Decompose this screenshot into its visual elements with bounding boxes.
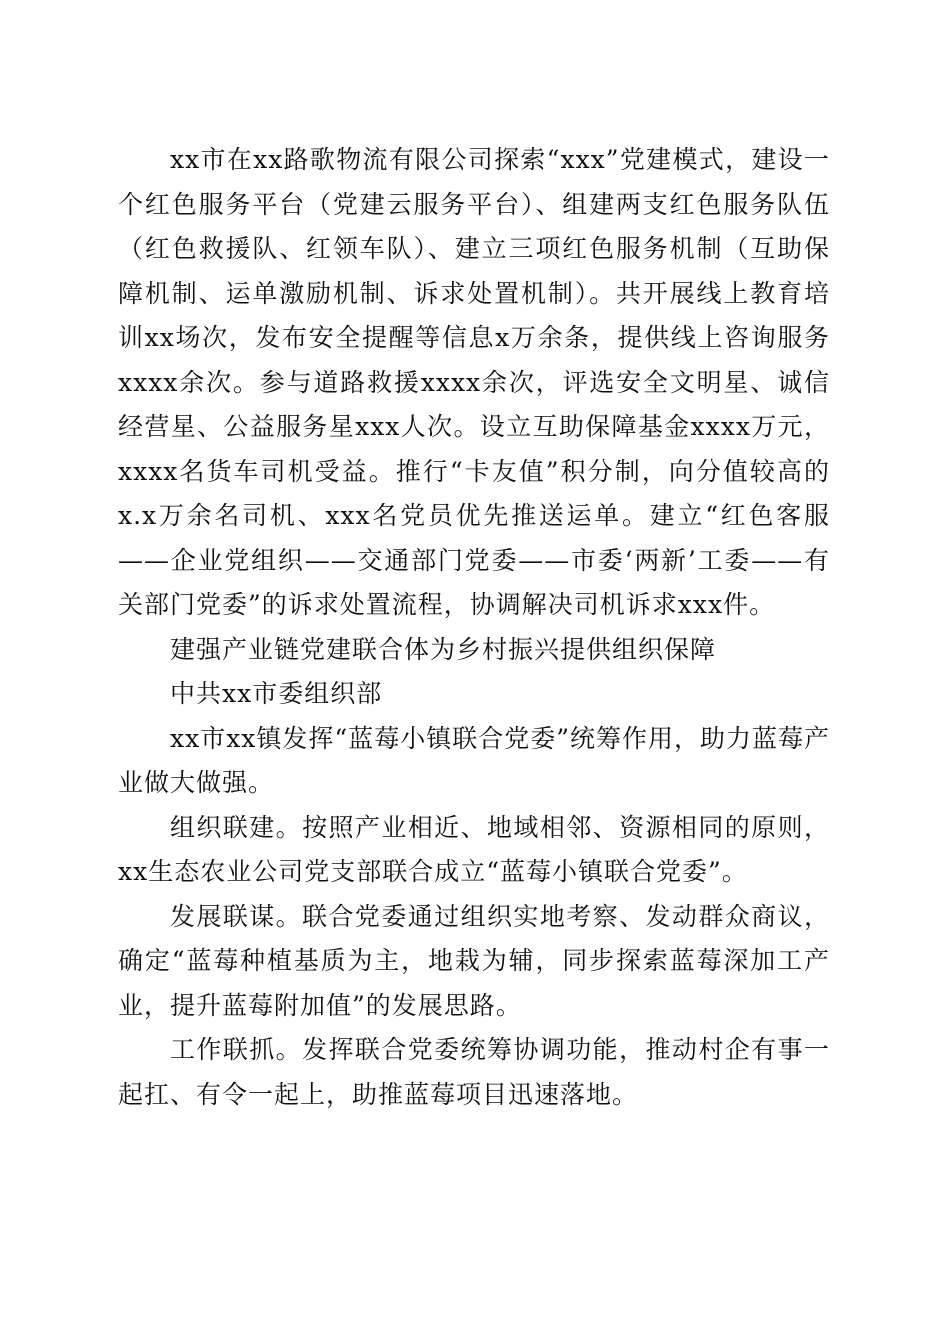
section-heading: 建强产业链党建联合体为乡村振兴提供组织保障 <box>170 634 717 664</box>
paragraph-work-joint-implementation: 工作联抓。发挥联合党委统筹协调功能，推动村企有事一起扛、有令一起上，助推蓝莓项目迅速落地。 <box>118 1035 830 1109</box>
paragraph-logistics-party-building: xx市在xx路歌物流有限公司探索“xxx”党建模式，建设一个红色服务平台（党建云服务平台）、组建两支红色服务队伍（红色救援队、红领车队）、建立三项红色服务机制（互助保障机制、运单激励机制、诉求处置机制）。共开展线上教育培训xx场次，发布安全提醒等信息x万余条，提供线上咨询服务xxxx余次。参与道路救援xxxx余次，评选安全文明星、诚信经营星、公益服务星xxx人次。设立互助保障基金xxxx万元，xxxx名货车司机受益。推行“卡友值”积分制，向分值较高的x.x万余名司机、xxx名党员优先推送运单。建立“红色客服——企业党组织——交通部门党委——市委‘两新’工委——有关部门党委”的诉求处置流程，协调解决司机诉求xxx件。 <box>118 145 830 619</box>
author-organization: 中共xx市委组织部 <box>170 679 383 708</box>
paragraph-development-joint-planning: 发展联谋。联合党委通过组织实地考察、发动群众商议，确定“蓝莓种植基质为主，地栽为辅，同步探索蓝莓深加工产业，提升蓝莓附加值”的发展思路。 <box>118 901 830 1020</box>
paragraph-organization-joint-building: 组织联建。按照产业相近、地域相邻、资源相同的原则，xx生态农业公司党支部联合成立“蓝莓小镇联合党委”。 <box>118 812 830 886</box>
paragraph-blueberry-intro: xx市xx镇发挥“蓝莓小镇联合党委”统筹作用，助力蓝莓产业做大做强。 <box>118 723 830 797</box>
document-body <box>118 138 830 1117</box>
